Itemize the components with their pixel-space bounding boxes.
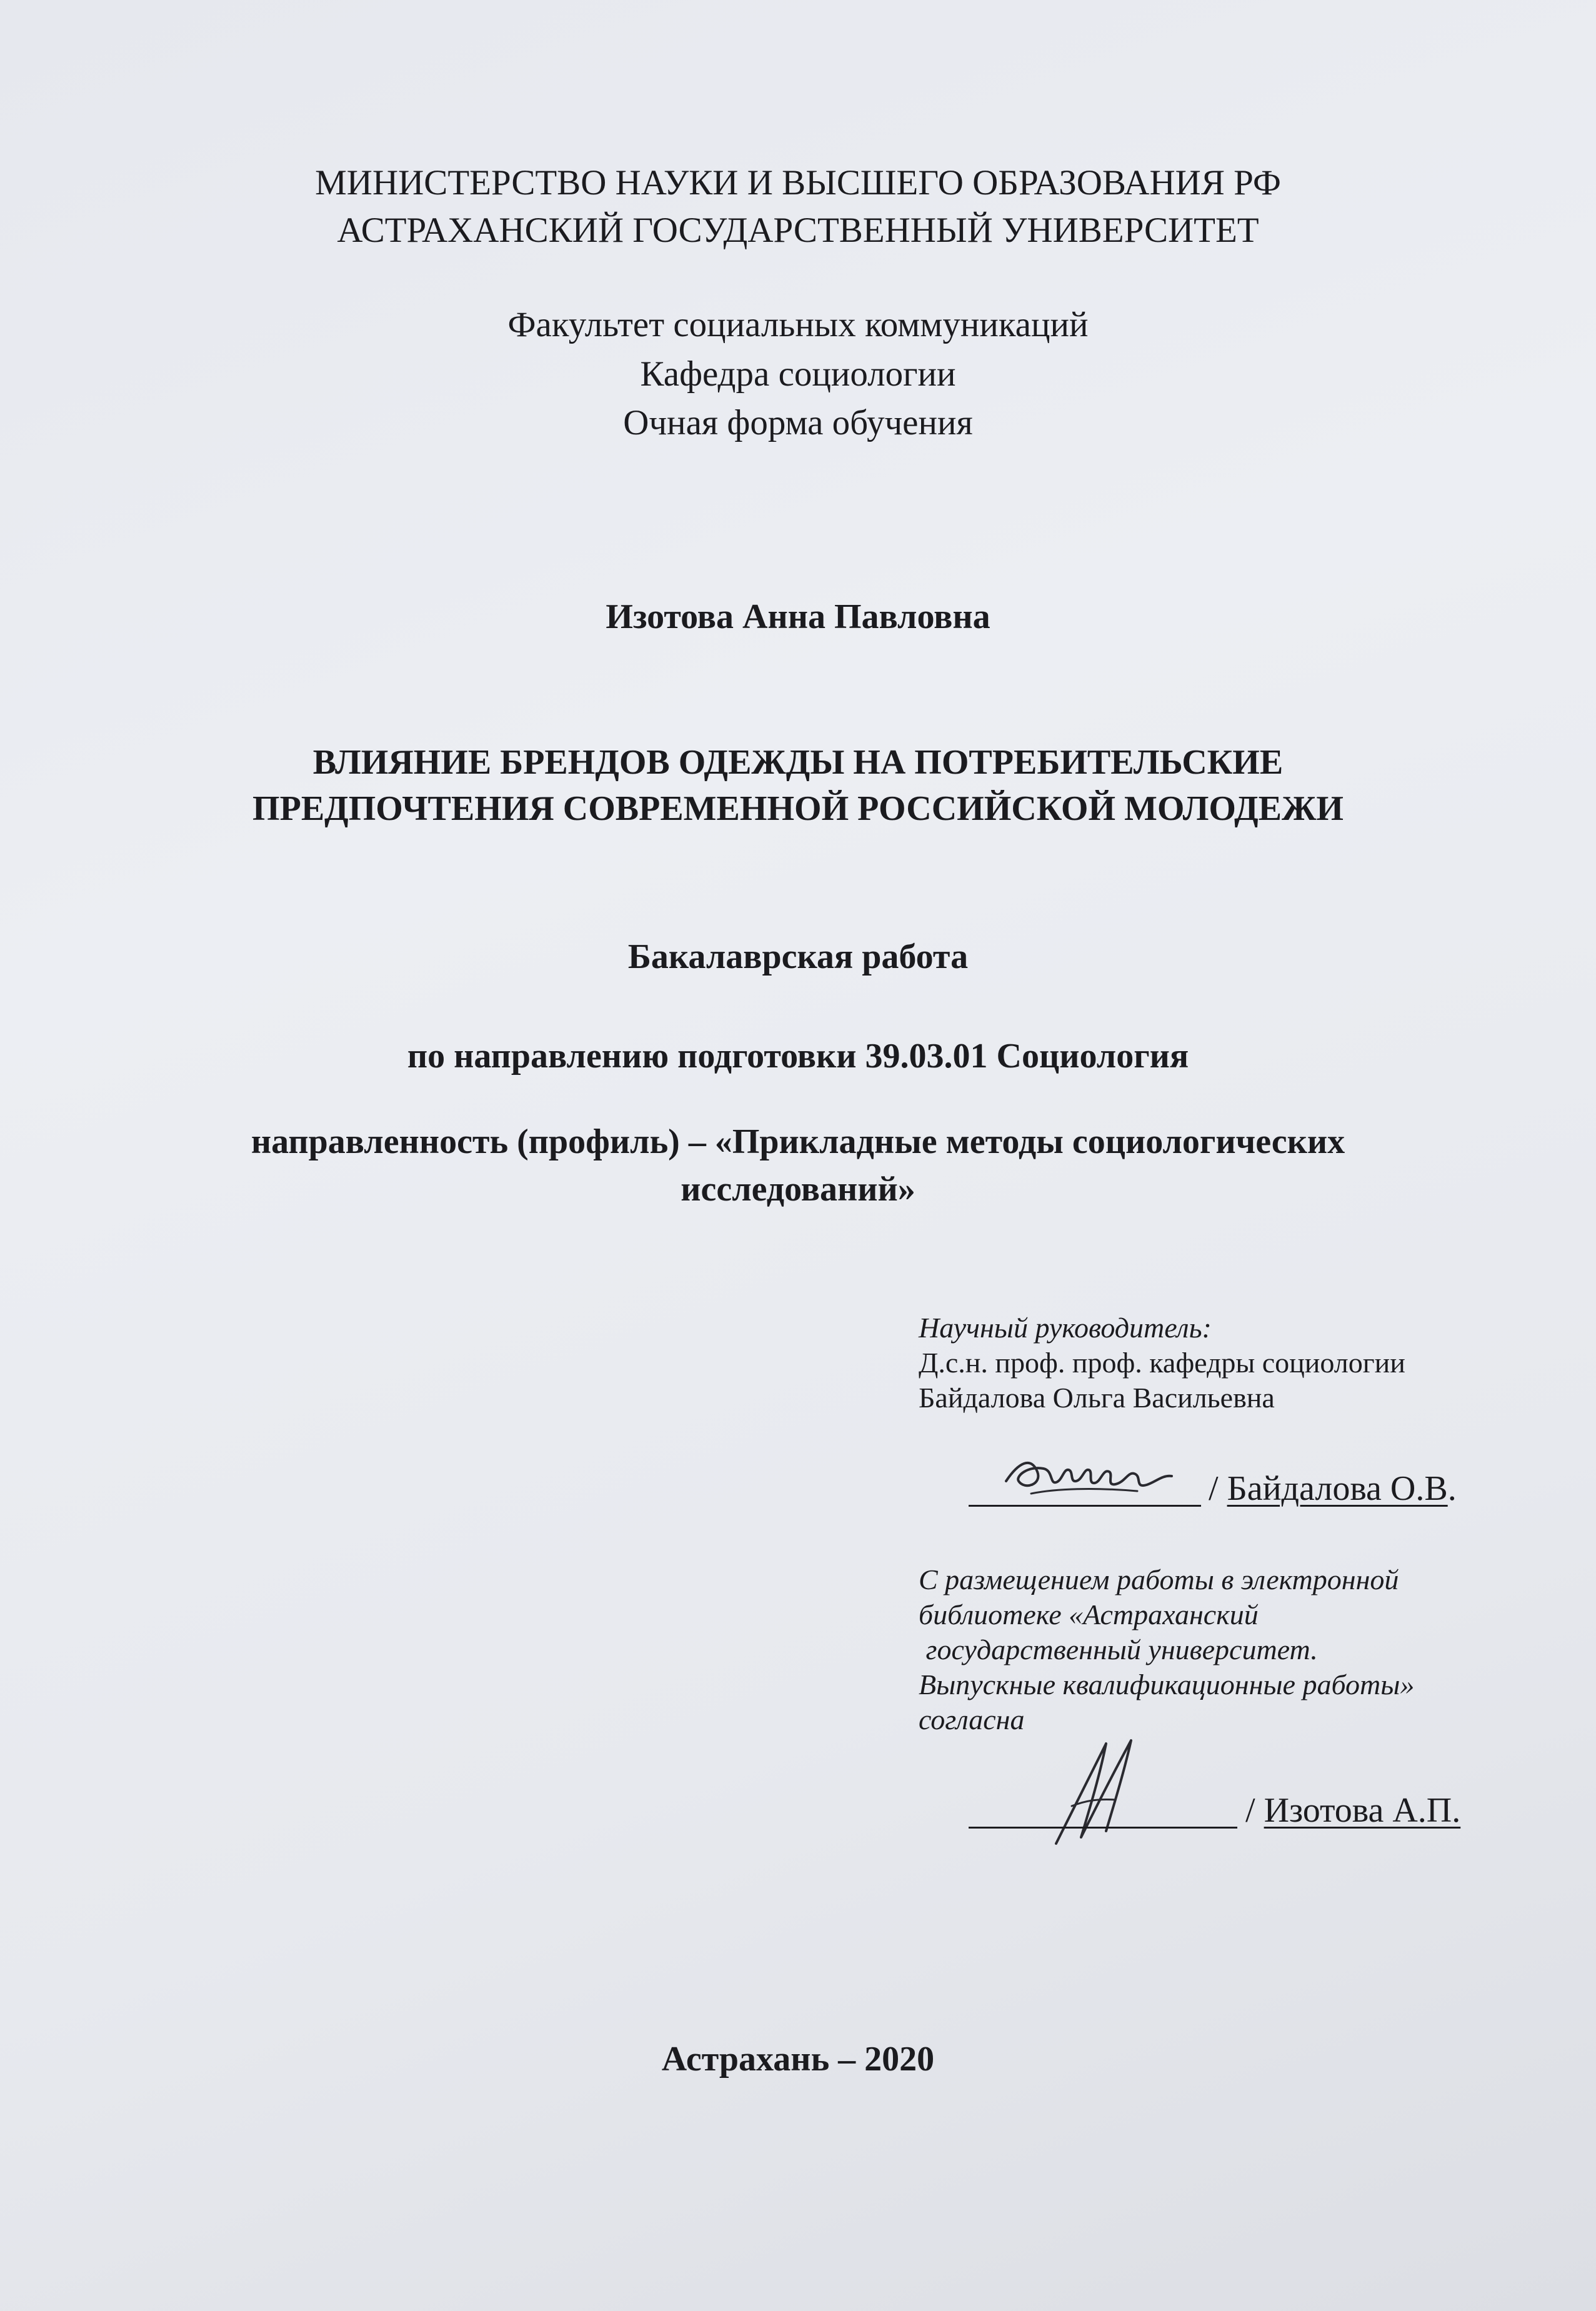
study-direction: по направлению подготовки 39.03.01 Социология (407, 1037, 1189, 1076)
author-signature-name-text: Изотова А.П. (1264, 1791, 1461, 1830)
supervisor-signature-name (1209, 1469, 1457, 1509)
supervisor-signature-dot: . (1447, 1469, 1457, 1508)
study-profile-line-1: направленность (профиль) – «Прикладные методы социологических (251, 1122, 1345, 1161)
consent-line-1: С размещением работы в электронной (919, 1564, 1399, 1595)
department-line: Кафедра социологии (640, 354, 956, 394)
consent-line-3: государственный университет. (919, 1634, 1318, 1665)
author-signature-line (969, 1827, 1237, 1829)
author-name: Изотова Анна Павловна (606, 597, 990, 636)
faculty-line: Факультет социальных коммуникаций (507, 305, 1089, 344)
study-form-line: Очная форма обучения (623, 403, 973, 442)
supervisor-signature-name-text: Байдалова О.В (1227, 1469, 1448, 1508)
consent-line-5: согласна (919, 1704, 1025, 1735)
author-signature-name (1245, 1790, 1460, 1830)
work-type: Бакалаврская работа (627, 937, 969, 976)
author-signature-slash: / (1245, 1791, 1255, 1830)
author-signature (1037, 1731, 1162, 1856)
study-profile-line-2: исследований» (681, 1170, 915, 1209)
supervisor-signature-line (969, 1505, 1201, 1507)
university-heading: АСТРАХАНСКИЙ ГОСУДАРСТВЕННЫЙ УНИВЕРСИТЕТ (337, 211, 1259, 250)
thesis-title-line-1: ВЛИЯНИЕ БРЕНДОВ ОДЕЖДЫ НА ПОТРЕБИТЕЛЬСКИЕ (312, 743, 1284, 782)
supervisor-label: Научный руководитель: (919, 1312, 1212, 1344)
city-year: Астрахань – 2020 (661, 2040, 935, 2079)
ministry-heading: МИНИСТЕРСТВО НАУКИ И ВЫСШЕГО ОБРАЗОВАНИЯ РФ (315, 163, 1281, 202)
supervisor-signature-slash: / (1209, 1469, 1219, 1508)
consent-line-2: библиотеке «Астраханский (919, 1599, 1259, 1630)
supervisor-name: Байдалова Ольга Васильевна (919, 1382, 1275, 1414)
supervisor-position: Д.с.н. проф. проф. кафедры социологии (919, 1347, 1405, 1379)
consent-line-4: Выпускные квалификационные работы» (919, 1669, 1415, 1700)
thesis-title-line-2: ПРЕДПОЧТЕНИЯ СОВРЕМЕННОЙ РОССИЙСКОЙ МОЛОДЕЖИ (252, 789, 1344, 828)
